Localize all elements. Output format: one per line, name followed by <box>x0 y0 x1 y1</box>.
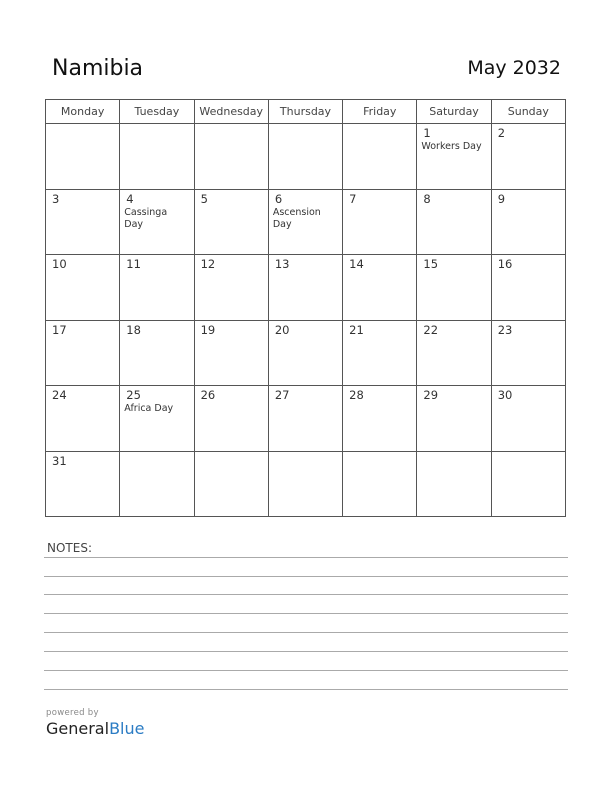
day-number: 28 <box>349 388 364 402</box>
day-cell <box>120 320 194 386</box>
day-cell <box>46 189 120 255</box>
day-cell <box>194 451 268 517</box>
day-cell <box>194 255 268 321</box>
day-cell <box>268 451 342 517</box>
day-cell <box>194 320 268 386</box>
day-cell <box>120 451 194 517</box>
day-number: 1 <box>423 126 431 140</box>
day-cell <box>417 451 491 517</box>
day-cell <box>120 189 194 255</box>
day-number: 13 <box>274 257 290 271</box>
day-cell <box>46 320 120 386</box>
day-cell <box>194 386 268 452</box>
weekday-wednesday: Wednesday <box>194 100 268 124</box>
brand-general: General <box>46 719 110 738</box>
day-number: 3 <box>52 191 60 206</box>
day-cell <box>491 255 565 321</box>
day-cell <box>268 189 342 255</box>
day-cell <box>268 320 342 386</box>
powered-by-label: powered by <box>46 708 99 718</box>
day-cell <box>491 189 565 255</box>
day-number: 30 <box>497 388 513 402</box>
weekday-friday: Friday <box>343 100 417 124</box>
week-row <box>46 386 566 452</box>
day-number: 31 <box>52 453 67 468</box>
brand-logo <box>46 719 144 738</box>
day-number: 4 <box>126 191 134 206</box>
note-line <box>44 651 568 652</box>
day-number: 11 <box>126 257 141 271</box>
day-number: 21 <box>349 322 364 337</box>
note-line <box>44 594 568 595</box>
day-cell <box>120 386 194 452</box>
day-cell <box>194 124 268 190</box>
day-number: 12 <box>200 257 216 271</box>
note-line <box>44 689 568 690</box>
holiday-label: Workers Day <box>421 141 482 152</box>
day-cell <box>46 255 120 321</box>
day-cell <box>343 124 417 190</box>
day-cell <box>343 320 417 386</box>
day-cell <box>417 189 491 255</box>
day-number: 2 <box>497 126 506 140</box>
day-number: 27 <box>274 388 290 402</box>
note-line <box>44 632 568 633</box>
week-row <box>46 451 566 517</box>
day-number: 14 <box>349 257 364 271</box>
day-cell <box>120 124 194 190</box>
week-row <box>46 189 566 255</box>
day-number: 18 <box>126 322 141 337</box>
weekday-header-row <box>46 100 566 124</box>
day-number: 6 <box>274 191 283 206</box>
day-number: 8 <box>423 191 431 206</box>
day-cell <box>343 451 417 517</box>
day-cell <box>417 124 491 190</box>
day-number: 7 <box>349 191 357 206</box>
day-cell <box>491 320 565 386</box>
day-number: 10 <box>52 257 67 271</box>
month-year-title: May 2032 <box>467 57 561 79</box>
day-number: 9 <box>497 191 506 206</box>
day-number: 5 <box>200 191 208 206</box>
generalblue-brand <box>46 708 144 738</box>
note-line <box>44 613 568 614</box>
day-cell <box>120 255 194 321</box>
day-cell <box>417 386 491 452</box>
weekday-saturday: Saturday <box>417 100 491 124</box>
note-line <box>44 670 568 671</box>
day-number: 26 <box>200 388 216 402</box>
day-cell <box>343 386 417 452</box>
day-cell <box>194 189 268 255</box>
day-cell <box>417 320 491 386</box>
day-cell <box>343 255 417 321</box>
day-cell <box>491 386 565 452</box>
day-number: 19 <box>200 322 216 337</box>
weekday-tuesday: Tuesday <box>120 100 194 124</box>
day-number: 25 <box>126 388 141 402</box>
day-cell <box>46 124 120 190</box>
holiday-label: Cassinga Day <box>124 206 168 230</box>
day-cell <box>268 255 342 321</box>
brand-blue: Blue <box>109 719 145 738</box>
day-cell <box>343 189 417 255</box>
holiday-label: Africa Day <box>124 403 174 414</box>
day-number: 23 <box>497 322 513 337</box>
day-number: 22 <box>423 322 439 337</box>
day-cell <box>268 386 342 452</box>
week-row <box>46 255 566 321</box>
weekday-thursday: Thursday <box>268 100 342 124</box>
day-number: 15 <box>423 257 439 271</box>
country-title: Namibia <box>52 56 144 81</box>
calendar-grid <box>45 99 566 517</box>
weekday-monday: Monday <box>46 100 120 124</box>
day-cell <box>417 255 491 321</box>
note-line <box>44 576 568 577</box>
day-number: 24 <box>52 388 67 402</box>
day-cell <box>491 451 565 517</box>
week-row <box>46 320 566 386</box>
holiday-label: Ascension Day <box>272 206 321 230</box>
day-cell <box>491 124 565 190</box>
day-cell <box>46 386 120 452</box>
day-number: 17 <box>52 322 67 337</box>
note-line <box>44 557 568 558</box>
day-number: 29 <box>423 388 439 402</box>
week-row <box>46 124 566 190</box>
notes-label: NOTES: <box>47 541 92 555</box>
day-cell <box>46 451 120 517</box>
day-number: 20 <box>274 322 290 337</box>
day-cell <box>268 124 342 190</box>
day-number: 16 <box>497 257 513 271</box>
weekday-sunday: Sunday <box>491 100 565 124</box>
